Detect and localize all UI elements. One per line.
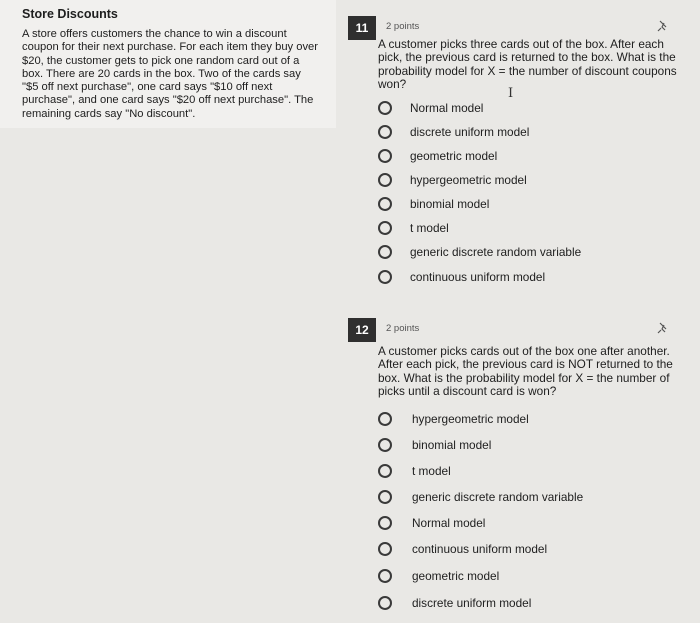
answer-option-label: t model xyxy=(410,221,449,235)
answer-option-label: discrete uniform model xyxy=(412,596,532,610)
question-points: 2 points xyxy=(386,21,420,32)
radio-button[interactable] xyxy=(378,221,392,235)
answer-option-label: Normal model xyxy=(410,101,484,115)
answer-option[interactable] xyxy=(378,194,678,214)
stimulus-title: Store Discounts xyxy=(22,7,118,21)
answer-option[interactable] xyxy=(378,461,678,481)
answer-option-label: geometric model xyxy=(412,569,500,583)
answer-option[interactable] xyxy=(378,566,678,586)
answer-option[interactable] xyxy=(378,539,678,559)
text-cursor-icon: I xyxy=(508,86,514,101)
answer-option[interactable] xyxy=(378,593,678,613)
radio-button[interactable] xyxy=(378,569,392,583)
radio-button[interactable] xyxy=(378,542,392,556)
answer-option[interactable] xyxy=(378,487,678,507)
question-11 xyxy=(348,16,688,308)
pin-icon[interactable] xyxy=(654,321,670,337)
stimulus-text: A store offers customers the chance to win a discount coupon for their next purchase. For each item they buy over $20, the customer gets to pick one random card out of a box. There are 20 cards in the box. Two of the cards say "$5 off next purchase", one card says "$10 off next purchase", and one card says "$20 off next purchase". The remaining cards say "No discount". xyxy=(22,28,319,120)
answer-option[interactable] xyxy=(378,409,678,429)
answer-option-label: binomial model xyxy=(412,438,492,452)
answer-option-label: binomial model xyxy=(410,197,490,211)
answer-option-label: t model xyxy=(412,464,451,478)
answer-option[interactable] xyxy=(378,242,678,262)
answer-option-label: geometric model xyxy=(410,149,498,163)
answer-option[interactable] xyxy=(378,267,678,287)
radio-button[interactable] xyxy=(378,149,392,163)
pin-icon[interactable] xyxy=(654,19,670,35)
answer-option[interactable] xyxy=(378,170,678,190)
answer-option[interactable] xyxy=(378,122,678,142)
answer-option-label: hypergeometric model xyxy=(412,412,529,426)
radio-button[interactable] xyxy=(378,125,392,139)
radio-button[interactable] xyxy=(378,412,392,426)
radio-button[interactable] xyxy=(378,197,392,211)
question-points: 2 points xyxy=(386,323,420,334)
question-12 xyxy=(348,318,688,618)
radio-button[interactable] xyxy=(378,596,392,610)
radio-button[interactable] xyxy=(378,101,392,115)
answer-option-label: generic discrete random variable xyxy=(412,490,584,504)
question-number: 11 xyxy=(348,16,376,40)
answer-option-label: continuous uniform model xyxy=(412,542,548,556)
radio-button[interactable] xyxy=(378,245,392,259)
radio-button[interactable] xyxy=(378,270,392,284)
question-number: 12 xyxy=(348,318,376,342)
answer-option-label: continuous uniform model xyxy=(410,270,546,284)
radio-button[interactable] xyxy=(378,516,392,530)
answer-option[interactable] xyxy=(378,513,678,533)
answer-option[interactable] xyxy=(378,98,678,118)
stimulus-panel xyxy=(0,0,336,128)
radio-button[interactable] xyxy=(378,464,392,478)
answer-option-label: generic discrete random variable xyxy=(410,245,582,259)
question-prompt: A customer picks three cards out of the box. After each pick, the previous card is returned to the box. What is the probability model for X = the number of discount coupons won? xyxy=(378,37,677,92)
radio-button[interactable] xyxy=(378,438,392,452)
radio-button[interactable] xyxy=(378,173,392,187)
question-prompt: A customer picks cards out of the box one after another. After each pick, the previous card is NOT returned to the box. What is the probability model for X = the number of picks until a discount card is won? xyxy=(378,344,673,399)
answer-option[interactable] xyxy=(378,218,678,238)
radio-button[interactable] xyxy=(378,490,392,504)
answer-option-label: hypergeometric model xyxy=(410,173,527,187)
answer-option-label: Normal model xyxy=(412,516,486,530)
answer-option[interactable] xyxy=(378,435,678,455)
answer-option[interactable] xyxy=(378,146,678,166)
answer-option-label: discrete uniform model xyxy=(410,125,530,139)
